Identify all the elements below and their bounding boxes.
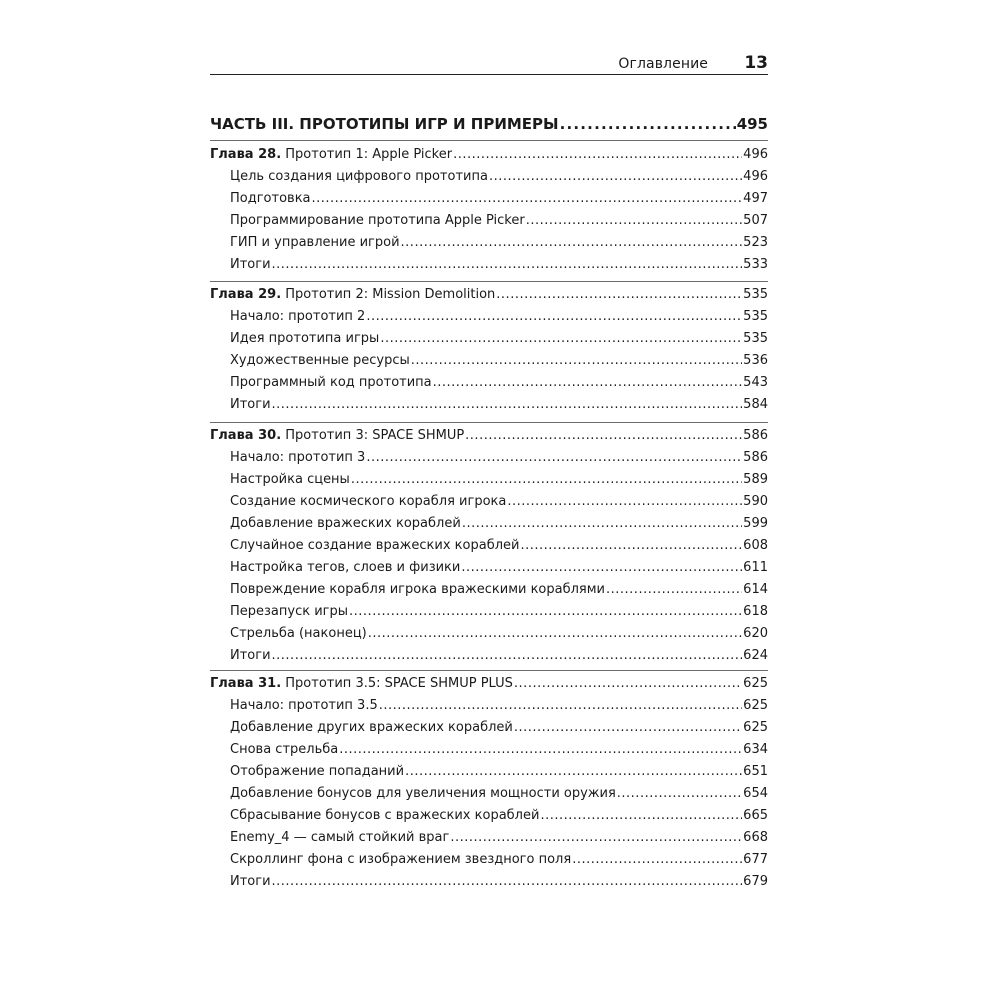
toc-section-entry[interactable] (230, 624, 768, 644)
dot-leader (462, 514, 742, 534)
header-rule (210, 74, 768, 75)
toc-section-page: 618 (743, 604, 768, 619)
book-page (210, 0, 768, 1000)
toc-section-page: 624 (743, 648, 768, 663)
toc-section-entry[interactable] (230, 696, 768, 716)
toc-section-title: Отображение попаданий (230, 764, 405, 779)
toc-section-entry[interactable] (230, 233, 768, 253)
toc-chapter-page: 535 (743, 287, 768, 302)
dot-leader (540, 806, 742, 826)
dot-leader (366, 307, 742, 327)
toc-section-page: 533 (743, 257, 768, 272)
toc-section-title: Снова стрельба (230, 742, 339, 757)
toc-section-page: 496 (743, 169, 768, 184)
chapter-separator (210, 281, 768, 282)
dot-leader (520, 536, 742, 556)
toc-section-title: Повреждение корабля игрока вражескими кораблями (230, 582, 606, 597)
dot-leader (496, 285, 742, 305)
toc-section-title: Добавление вражеских кораблей (230, 516, 461, 531)
dot-leader (560, 113, 736, 135)
toc-section-page: 634 (743, 742, 768, 757)
dot-leader (349, 602, 742, 622)
toc-section-entry[interactable] (230, 718, 768, 738)
dot-leader (272, 255, 743, 275)
dot-leader (380, 329, 742, 349)
dot-leader (465, 426, 742, 446)
toc-section-page: 586 (743, 450, 768, 465)
toc-section-title: Начало: прототип 3 (230, 450, 366, 465)
toc-section-title: Идея прототипа игры (230, 331, 380, 346)
toc-section-entry[interactable] (230, 448, 768, 468)
chapter-separator (210, 670, 768, 671)
toc-section-page: 654 (743, 786, 768, 801)
toc-section-title: Настройка сцены (230, 472, 350, 487)
dot-leader (272, 395, 743, 415)
toc-chapter-title (210, 674, 513, 694)
toc-chapter-entry[interactable] (210, 426, 768, 446)
toc-section-title: Создание космического корабля игрока (230, 494, 507, 509)
toc-section-page: 679 (743, 874, 768, 889)
toc-chapter-name: Прототип 3.5: SPACE SHMUP PLUS (285, 676, 513, 691)
toc-section-title: Художественные ресурсы (230, 353, 410, 368)
toc-section-page: 620 (743, 626, 768, 641)
toc-section-page: 535 (743, 331, 768, 346)
toc-chapter-page: 496 (743, 147, 768, 162)
toc-section-title: Случайное создание вражеских кораблей (230, 538, 520, 553)
dot-leader (339, 740, 742, 760)
toc-section-title: Настройка тегов, слоев и физики (230, 560, 461, 575)
dot-leader (351, 470, 742, 490)
dot-leader (572, 850, 742, 870)
toc-chapter-entry[interactable] (210, 145, 768, 165)
toc-section-page: 665 (743, 808, 768, 823)
toc-section-title: Добавление бонусов для увеличения мощности оружия (230, 786, 616, 801)
toc-chapter-name: Прототип 2: Mission Demolition (285, 287, 496, 302)
dot-leader (606, 580, 742, 600)
dot-leader (450, 828, 742, 848)
dot-leader (366, 448, 742, 468)
toc-section-title: Стрельба (наконец) (230, 626, 367, 641)
toc-part-page: 495 (736, 115, 768, 133)
toc-section-entry[interactable] (230, 602, 768, 622)
toc-section-entry[interactable] (230, 784, 768, 804)
dot-leader (433, 373, 743, 393)
toc-section-entry[interactable] (230, 646, 768, 666)
toc-section-entry[interactable] (230, 211, 768, 231)
toc-section-page: 507 (743, 213, 768, 228)
toc-section-entry[interactable] (230, 307, 768, 327)
toc-section-entry[interactable] (230, 580, 768, 600)
toc-chapter-title (210, 285, 495, 305)
toc-section-page: 584 (743, 397, 768, 412)
dot-leader (411, 351, 742, 371)
dot-leader (379, 696, 742, 716)
toc-section-entry[interactable] (230, 762, 768, 782)
toc-chapter-label: Глава 29. (210, 287, 282, 302)
toc-chapter-entry[interactable] (210, 674, 768, 694)
toc-section-entry[interactable] (230, 167, 768, 187)
toc-chapter-page: 625 (743, 676, 768, 691)
toc-section-entry[interactable] (230, 470, 768, 490)
dot-leader (368, 624, 742, 644)
chapter-separator (210, 140, 768, 141)
dot-leader (453, 145, 742, 165)
dot-leader (514, 718, 742, 738)
toc-chapter-title (210, 426, 464, 446)
toc-section-entry[interactable] (230, 536, 768, 556)
toc-section-page: 651 (743, 764, 768, 779)
toc-chapter-name: Прототип 3: SPACE SHMUP (285, 428, 465, 443)
toc-section-title: Программный код прототипа (230, 375, 432, 390)
toc-section-title: Enemy_4 — самый стойкий враг (230, 830, 450, 845)
toc-section-title: Перезапуск игры (230, 604, 349, 619)
toc-section-title: Добавление других вражеских кораблей (230, 720, 513, 735)
toc-section-entry[interactable] (230, 558, 768, 578)
toc-section-page: 677 (743, 852, 768, 867)
toc-section-page: 590 (743, 494, 768, 509)
toc-part-title: ЧАСТЬ III. ПРОТОТИПЫ ИГР И ПРИМЕРЫ (210, 115, 559, 133)
toc-section-title: Сбрасывание бонусов с вражеских кораблей (230, 808, 540, 823)
toc-chapter-label: Глава 28. (210, 147, 282, 162)
toc-section-entry[interactable] (230, 329, 768, 349)
dot-leader (514, 674, 742, 694)
toc-section-page: 614 (743, 582, 768, 597)
dot-leader (526, 211, 742, 231)
toc-section-entry[interactable] (230, 492, 768, 512)
toc-section-entry[interactable] (230, 351, 768, 371)
toc-section-page: 611 (743, 560, 768, 575)
toc-chapter-entry[interactable] (210, 285, 768, 305)
toc-section-page: 497 (743, 191, 768, 206)
toc-section-entry[interactable] (230, 395, 768, 415)
dot-leader (272, 872, 743, 892)
toc-section-page: 536 (743, 353, 768, 368)
toc-section-page: 589 (743, 472, 768, 487)
toc-section-page: 668 (743, 830, 768, 845)
toc-section-page: 523 (743, 235, 768, 250)
toc-section-page: 625 (743, 720, 768, 735)
toc-section-entry[interactable] (230, 872, 768, 892)
toc-section-page: 599 (743, 516, 768, 531)
running-header (210, 52, 768, 76)
running-header-title: Оглавление (618, 56, 708, 72)
toc-section-entry[interactable] (230, 806, 768, 826)
toc-section-title: Итоги (230, 257, 271, 272)
toc-section-page: 625 (743, 698, 768, 713)
chapter-separator (210, 422, 768, 423)
toc-section-title: Начало: прототип 2 (230, 309, 366, 324)
toc-section-entry[interactable] (230, 514, 768, 534)
dot-leader (401, 233, 743, 253)
toc-section-page: 543 (743, 375, 768, 390)
dot-leader (507, 492, 742, 512)
toc-chapter-name: Прототип 1: Apple Picker (285, 147, 453, 162)
toc-section-entry[interactable] (230, 740, 768, 760)
dot-leader (489, 167, 742, 187)
toc-section-entry[interactable] (230, 373, 768, 393)
toc-section-title: Итоги (230, 648, 271, 663)
dot-leader (312, 189, 743, 209)
dot-leader (272, 646, 743, 666)
toc-section-title: Начало: прототип 3.5 (230, 698, 378, 713)
toc-section-entry[interactable] (230, 255, 768, 275)
toc-section-title: Скроллинг фона с изображением звездного поля (230, 852, 572, 867)
toc-section-title: ГИП и управление игрой (230, 235, 400, 250)
toc-section-entry[interactable] (230, 189, 768, 209)
toc-chapter-title (210, 145, 452, 165)
toc-section-title: Итоги (230, 874, 271, 889)
toc-chapter-page: 586 (743, 428, 768, 443)
toc-section-title: Программирование прототипа Apple Picker (230, 213, 525, 228)
toc-section-title: Цель создания цифрового прототипа (230, 169, 488, 184)
dot-leader (617, 784, 742, 804)
toc-chapter-label: Глава 31. (210, 676, 282, 691)
toc-section-page: 535 (743, 309, 768, 324)
toc-section-title: Подготовка (230, 191, 311, 206)
toc-section-entry[interactable] (230, 850, 768, 870)
toc-part-entry[interactable] (210, 113, 768, 135)
toc-section-page: 608 (743, 538, 768, 553)
toc-section-title: Итоги (230, 397, 271, 412)
dot-leader (405, 762, 742, 782)
page-number: 13 (744, 53, 768, 73)
toc-chapter-label: Глава 30. (210, 428, 282, 443)
dot-leader (461, 558, 742, 578)
toc-section-entry[interactable] (230, 828, 768, 848)
